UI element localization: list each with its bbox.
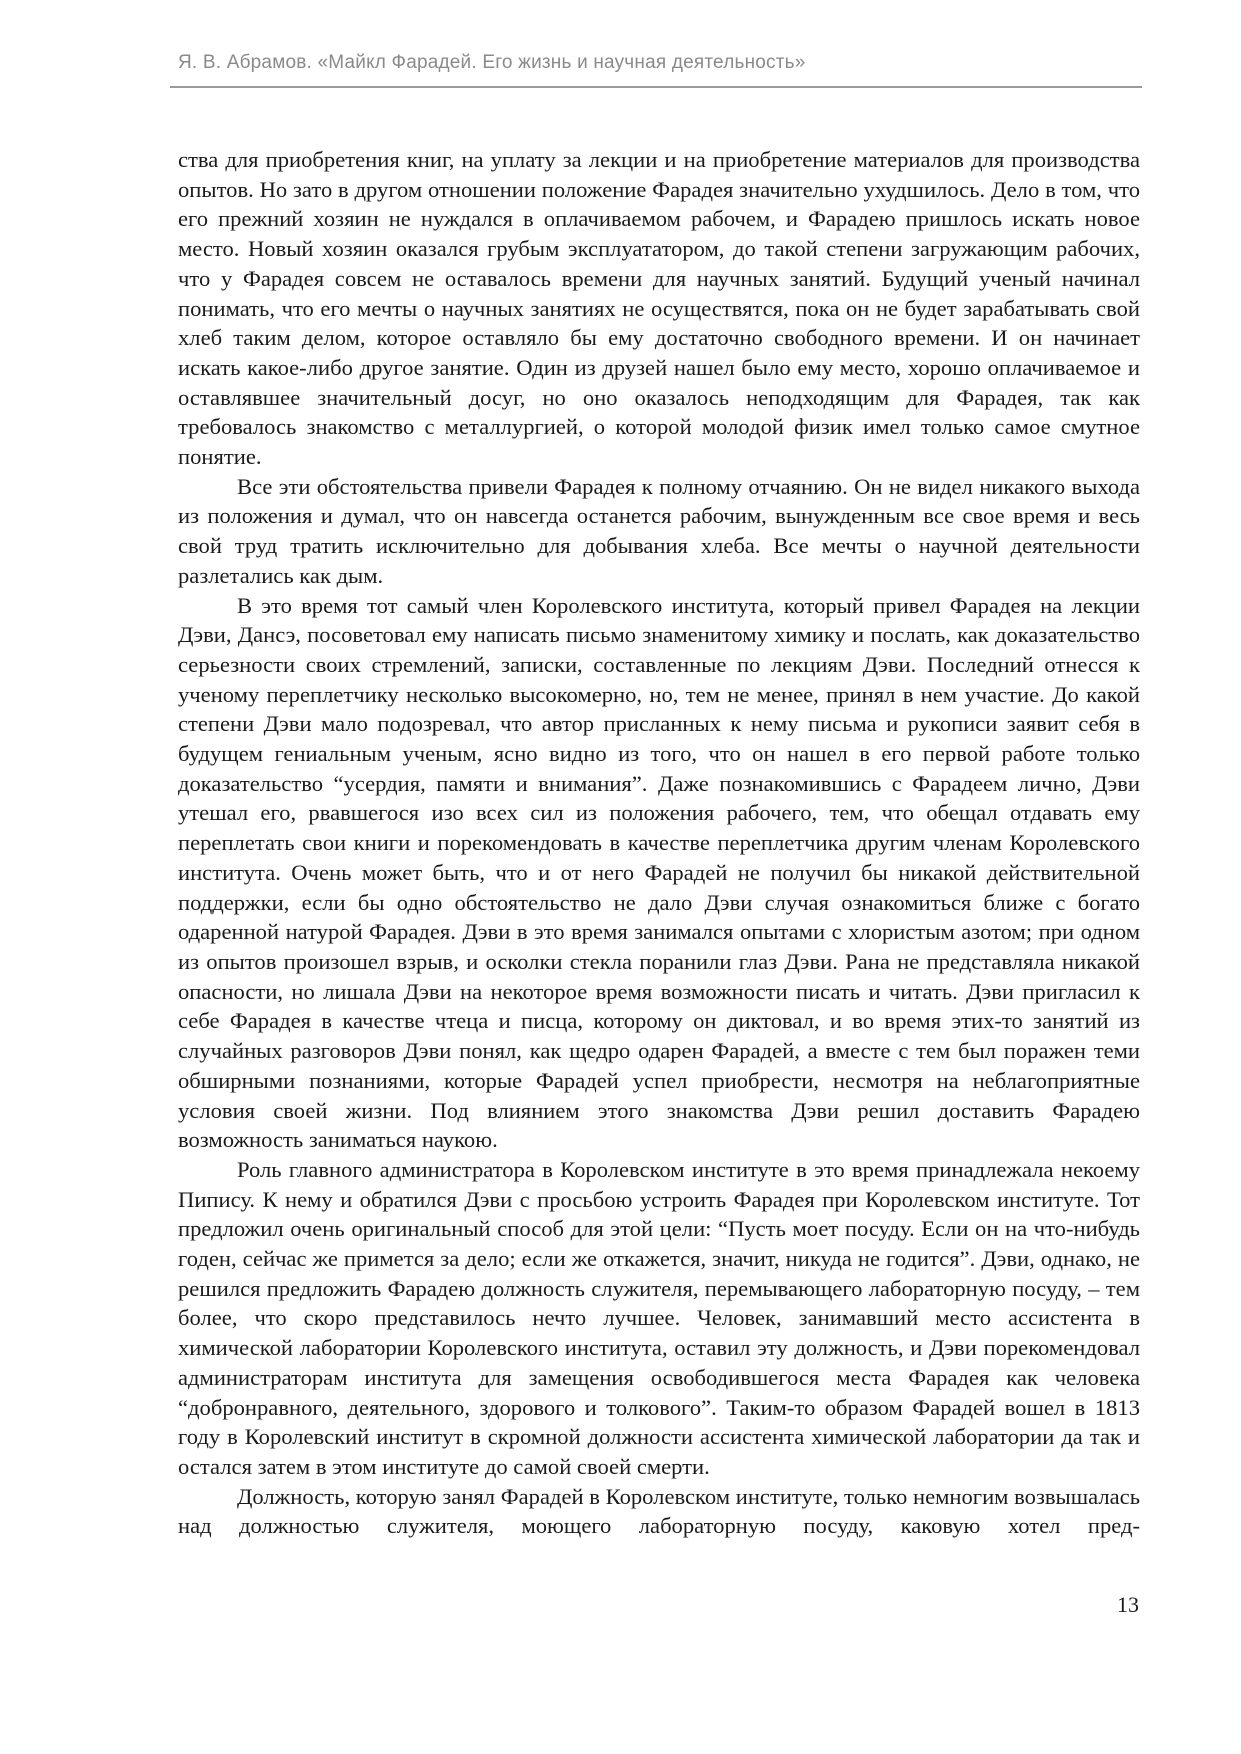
header-divider xyxy=(170,86,1142,88)
paragraph-4: Роль главного администратора в Королевском институте в это время принадлежала некоему Пипису. К нему и обратился Дэви с просьбою устроить Фарадея при Королевском институте. Тот предложил очень оригинальный способ для этой цели: “Пусть моет посуду. Если он на что-нибудь годен, сейчас же примется за дело; если же откажется, значит, никуда не годится”. Дэви, однако, не решился предложить Фарадею должность служителя, перемывающего лабораторную посуду, – тем более, что скоро представилось нечто лучшее. Человек, занимавший место ассистента в химической лаборатории Королевского института, оставил эту должность, и Дэви порекомендовал администраторам института для замещения освободившегося места Фарадея как человека “добронравного, деятельного, здорового и толкового”. Таким-то образом Фарадей вошел в 1813 году в Королевский институт в скромной должности ассистента химической лаборатории да так и остался затем в этом институте до самой своей смерти. xyxy=(178,1156,1140,1479)
paragraph-1: ства для приобретения книг, на уплату за лекции и на приобретение материалов для производства опытов. Но зато в другом отношении положение Фарадея значительно ухудшилось. Дело в том, что его прежний хозяин не нуждался в оплачиваемом рабочем, и Фарадею пришлось искать новое место. Новый хозяин оказался грубым эксплуататором, до такой степени загружающим рабочих, что у Фарадея совсем не оставалось времени для научных занятий. Будущий ученый начинал понимать, что его мечты о научных занятиях не осуществятся, пока он не будет зарабатывать свой хлеб таким делом, которое оставляло бы ему достаточно свободного времени. И он начинает искать какое-либо другое занятие. Один из друзей нашел было ему место, хорошо оплачиваемое и оставлявшее значительный досуг, но оно оказалось неподходящим для Фарадея, так как требовалось знакомство с металлургией, о которой молодой физик имел только самое смутное понятие. xyxy=(178,147,1140,470)
paragraph-3: В это время тот самый член Королевского института, который привел Фарадея на лекции Дэви, Дансэ, посоветовал ему написать письмо знаменитому химику и послать, как доказательство серьезности своих стремлений, записки, составленные по лекциям Дэви. Последний отнесся к ученому переплетчику несколько высокомерно, но, тем не менее, принял в нем участие. До какой степени Дэви мало подозревал, что автор присланных к нему письма и рукописи заявит себя в будущем гениальным ученым, ясно видно из того, что он нашел в его первой работе только доказательство “усердия, памяти и внимания”. Даже познакомившись с Фарадеем лично, Дэви утешал его, рвавшегося изо всех сил из положения рабочего, тем, что обещал отдавать ему переплетать свои книги и порекомендовать в качестве переплетчика другим членам Королевского института. Очень может быть, что и от него Фарадей не получил бы никакой действительной поддержки, если бы одно обстоятельство не дало Дэви случая ознакомиться ближе с богато одаренной натурой Фарадея. Дэви в это время занимался опытами с хлористым азотом; при одном из опытов произошел взрыв, и осколки стекла поранили глаз Дэви. Рана не представляла никакой опасности, но лишала Дэви на некоторое время возможности писать и читать. Дэви пригласил к себе Фарадея в качестве чтеца и писца, которому он диктовал, и во время этих-то занятий из случайных разговоров Дэви понял, как щедро одарен Фарадей, а вместе с тем был поражен теми обширными познаниями, которые Фарадей успел приобрести, несмотря на неблагоприятные условия своей жизни. Под влиянием этого знакомства Дэви решил доставить Фарадею возможность заниматься наукою. xyxy=(178,592,1140,1153)
page-body xyxy=(178,145,1140,1541)
paragraph-5: Должность, которую занял Фарадей в Королевском институте, только немногим возвышалась над должностью служителя, моющего лабораторную посуду, каковую хотел пред- xyxy=(178,1483,1140,1539)
page-number: 13 xyxy=(1117,1592,1139,1617)
paragraph-2: Все эти обстоятельства привели Фарадея к полному отчаянию. Он не видел никакого выхода из положения и думал, что он навсегда останется рабочим, вынужденным все свое время и весь свой труд тратить исключительно для добывания хлеба. Все мечты о научной деятельности разлетались как дым. xyxy=(178,473,1140,588)
running-header: Я. В. Абрамов. «Майкл Фарадей. Его жизнь и научная деятельность» xyxy=(178,52,806,73)
